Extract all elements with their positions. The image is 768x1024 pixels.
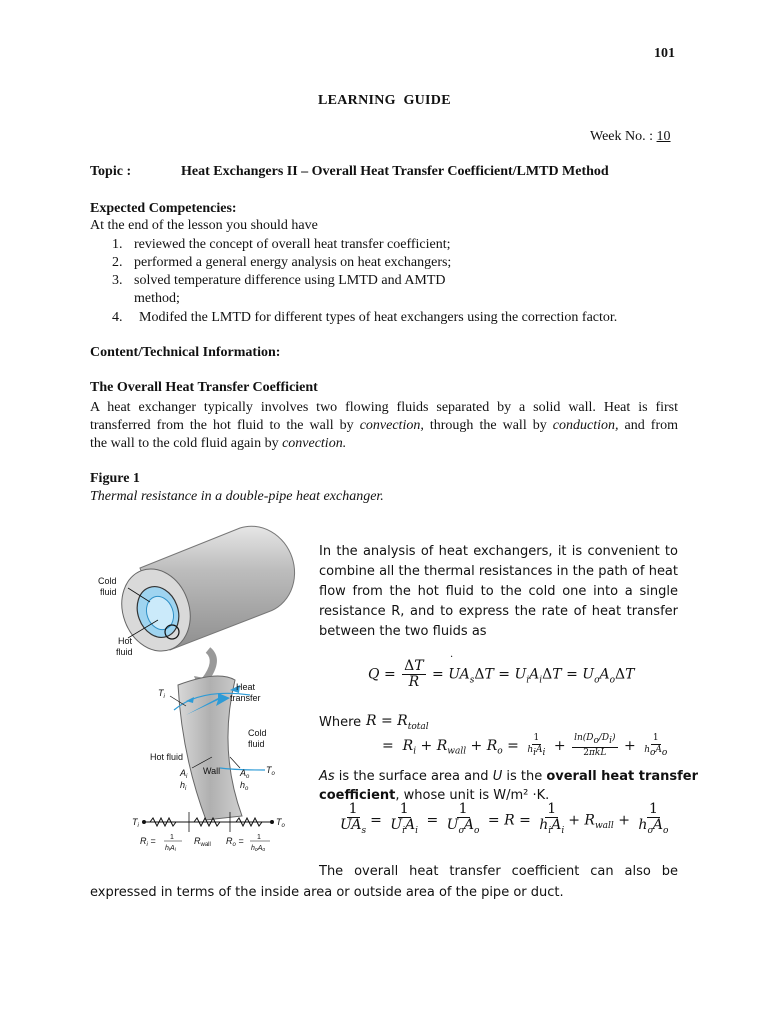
label-heat-transfer-1: Heat (236, 682, 256, 692)
competency-num-4: 4. (112, 310, 123, 325)
competencies-intro: At the end of the lesson you should have (90, 218, 318, 233)
competency-num-3: 3. (112, 273, 123, 288)
label-ho: $h_o$ (240, 780, 249, 792)
figure-caption: Thermal resistance in a double-pipe heat exchanger. (90, 489, 384, 504)
competencies-heading: Expected Competencies: (90, 201, 237, 216)
label-ro-num: 1 (257, 834, 261, 841)
competency-text-2: performed a general energy analysis on heat exchangers; (134, 255, 452, 270)
label-ai: $A_i$ (180, 768, 188, 780)
equation-r-sum: = $R_i + R_{wall} + R_o$ = $\frac{1}{h_iA_i}$ + $\frac{\ln(D_o/D_i)}{\text{2πkL}}$ + $\frac{1}{h_oA_o}$ (382, 733, 668, 758)
coefficient-text: coefficient, whose unit is W/m² ·K. (319, 788, 550, 803)
closing-line-2: expressed in terms of the inside area or outside area of the pipe or duct. (90, 885, 564, 900)
topic-text: Heat Exchangers II – Overall Heat Transfer Coefficient/LMTD Method (181, 164, 609, 179)
section-title: The Overall Heat Transfer Coefficient (90, 380, 318, 395)
competency-text-4: Modifed the LMTD for different types of heat exchangers using the correction factor. (139, 310, 618, 325)
section-paragraph-line-1: A heat exchanger typically involves two flowing fluids separated by a solid wall. Heat is first (90, 400, 678, 415)
label-ti: $T_i$ (158, 688, 165, 700)
competency-text-3b: method; (134, 291, 180, 306)
label-hot-fluid: Hot fluid (150, 752, 184, 762)
label-ro-den: hoAo (251, 845, 266, 853)
week-value: 10 (656, 129, 671, 144)
label-heat-transfer-2: transfer (230, 693, 261, 703)
label-hot-fluid-2: fluid (116, 647, 133, 657)
right-text-line-1: In the analysis of heat exchangers, it is convenient to (319, 544, 678, 559)
competency-num-1: 1. (112, 237, 123, 252)
label-ri-num: 1 (170, 834, 174, 841)
page-number: 101 (654, 46, 675, 61)
equation-heat-rate: Q = $\frac{\Delta T}{R}$ = $UA_s\Delta T = U_iA_i\Delta T = U_oA_o\Delta T$ (368, 658, 635, 690)
section-paragraph-line-2: transferred from the hot fluid to the wall by convection, through the wall by conduction, and from (90, 418, 678, 433)
double-pipe-diagram (90, 520, 312, 858)
label-network-ti: $T_i$ (132, 817, 139, 829)
label-ri-den: hiAi (165, 845, 176, 853)
competency-text-1: reviewed the concept of overall heat transfer coefficient; (134, 237, 451, 252)
label-rwall: $R_{wall}$ (194, 836, 211, 848)
week-label: Week No. : (590, 129, 657, 144)
where-label: Where (319, 715, 362, 730)
competency-text-3: solved temperature difference using LMTD and AMTD (134, 273, 446, 288)
equation-r-total: $R = R_{total}$ (366, 713, 429, 732)
label-to: $T_o$ (266, 765, 275, 777)
label-ri: $R_i$ = (140, 836, 156, 848)
label-wall: Wall (203, 766, 221, 776)
label-cold-fluid-wall-2: fluid (248, 739, 265, 749)
right-text-line-2: combine all the thermal resistances in the path of heat (319, 564, 678, 579)
topic-label: Topic : (90, 164, 132, 179)
equation-inverse-ua: $\frac{1}{UA_s}$ = $\frac{1}{U_iA_i}$ = $\frac{1}{U_oA_o}$ = R = $\frac{1}{h_iA_i}$ + $R_{wall}$ + $\frac{1}{h_oA_o}$ (340, 801, 669, 836)
week-number (590, 129, 671, 145)
right-text-line-5: between the two fluids as (319, 624, 487, 639)
section-paragraph-line-3: the wall to the cold fluid again by convection. (90, 436, 347, 451)
figure-label: Figure 1 (90, 471, 140, 486)
content-heading: Content/Technical Information: (90, 345, 281, 360)
label-ao: $A_o$ (240, 768, 250, 780)
label-cold-fluid-1: Cold (98, 576, 117, 586)
surface-area-text: As is the surface area and U is the overall heat transfer (319, 769, 699, 784)
right-text-line-4: resistance R, and to express the rate of heat transfer (319, 604, 678, 619)
label-network-to: $T_o$ (276, 817, 285, 829)
label-cold-fluid-wall-1: Cold (248, 728, 267, 738)
label-hi: $h_i$ (180, 780, 187, 792)
competency-num-2: 2. (112, 255, 123, 270)
closing-line-1: The overall heat transfer coefficient can also be (319, 864, 678, 879)
label-hot-fluid-1: Hot (118, 636, 133, 646)
right-text-line-3: flow from the hot fluid to the cold one into a single (319, 584, 678, 599)
label-ro: $R_o$ = (226, 836, 244, 848)
equation-dot: . (450, 649, 454, 660)
label-cold-fluid-2: fluid (100, 587, 117, 597)
page-title: LEARNING GUIDE (318, 93, 451, 108)
